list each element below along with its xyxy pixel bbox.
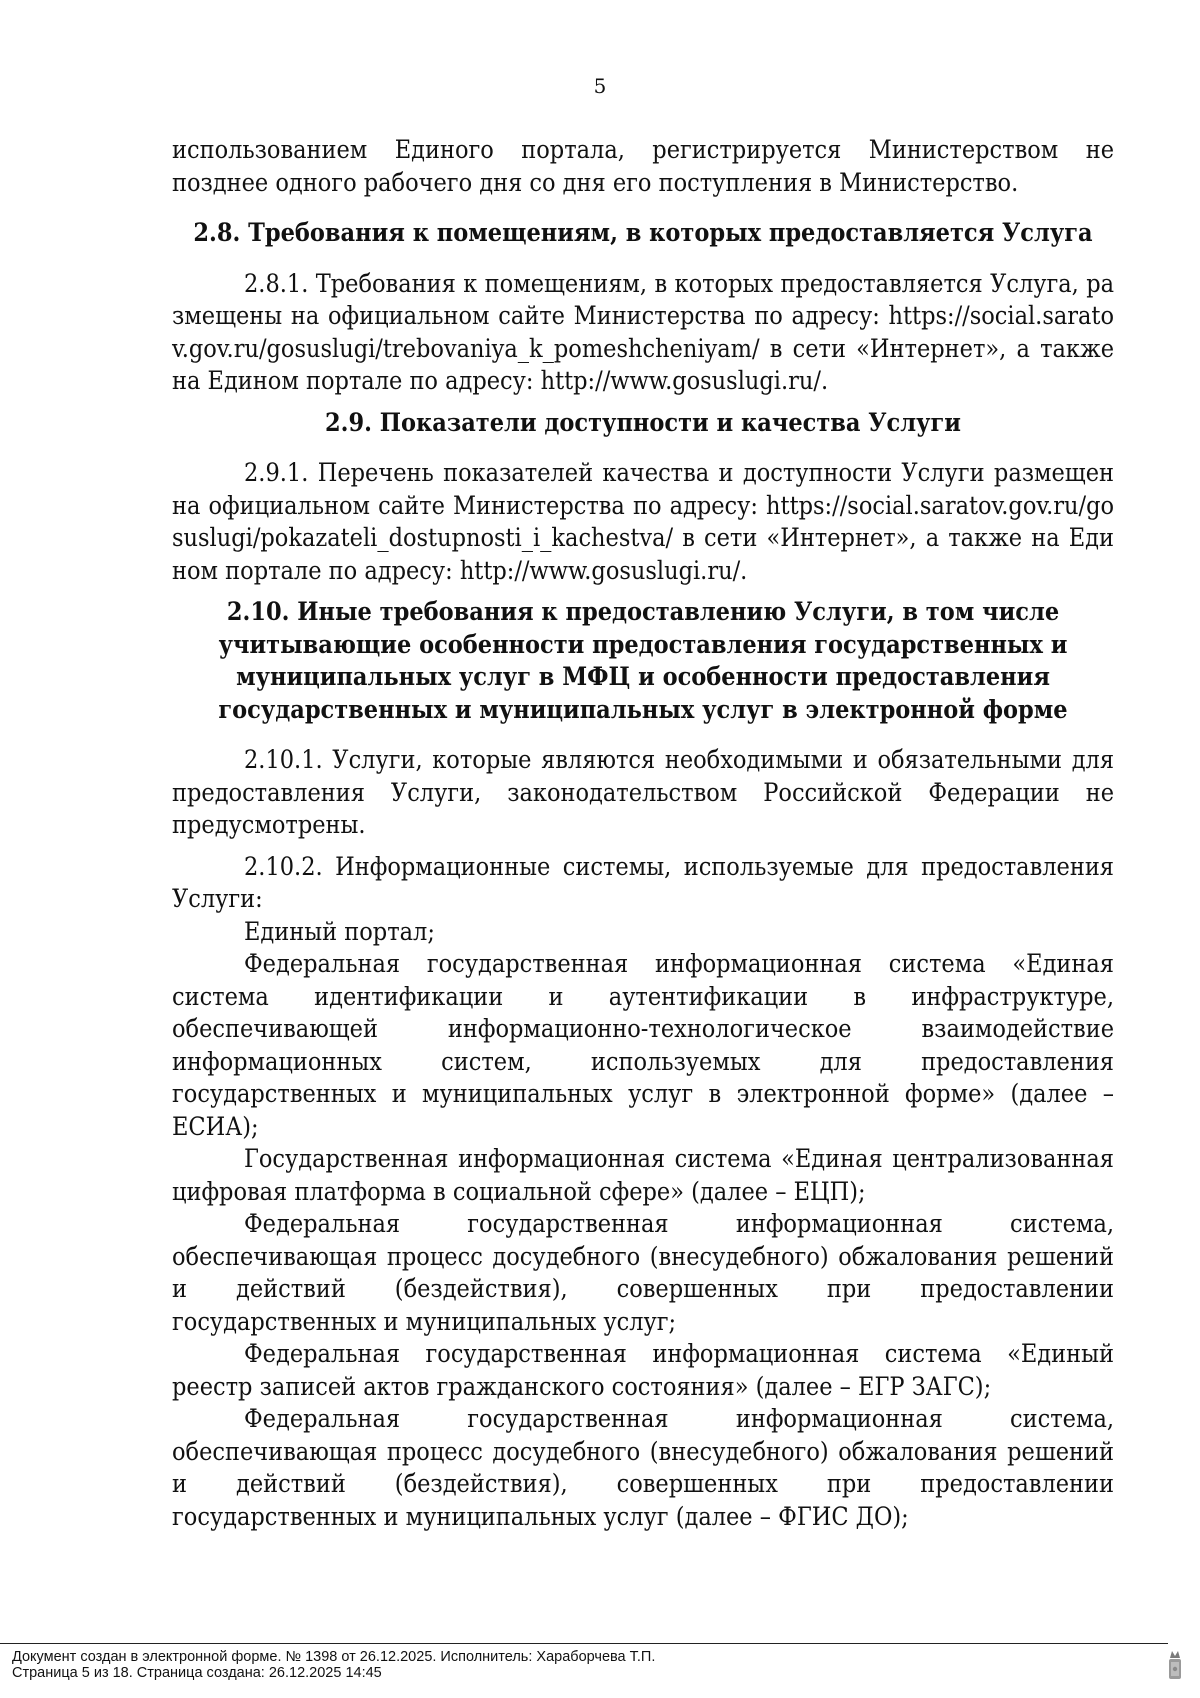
list-item-esia: Федеральная государственная информационная система «Единая система идентификации и аутентификации в инфраструктуре, обеспечивающей информационно-технологическое взаимодействие информационных систем, используемых для предоставления государственных и муниципальных услуг в электронной форме» (далее – ЕСИА); <box>172 949 1114 1141</box>
footer-page-info: Страница 5 из 18. Страница создана: 26.12.2025 14:45 <box>12 1665 382 1681</box>
section-heading-2-10 <box>172 596 1114 726</box>
list-item-fgis-do: Федеральная государственная информационная система, обеспечивающая процесс досудебного (внесудебного) обжалования решений и действий (бездействия), совершенных при предоставлении государственных и муниципальных услуг (далее – ФГИС ДО); <box>172 1404 1114 1531</box>
section-heading-2-10-line: учитывающие особенности предоставления государственных и <box>218 629 1068 659</box>
footer-document-info: Документ создан в электронной форме. № 1398 от 26.12.2025. Исполнитель: Хараборчева Т.П. <box>12 1649 656 1665</box>
list-item-appeal-system: Федеральная государственная информационная система, обеспечивающая процесс досудебного (внесудебного) обжалования решений и действий (бездействия), совершенных при предоставлении государственных и муниципальных услуг; <box>172 1209 1114 1336</box>
section-heading-2-10-line: государственных и муниципальных услуг в электронной форме <box>218 694 1068 724</box>
page-number: 5 <box>593 74 607 98</box>
footer <box>12 1649 655 1681</box>
section-heading-2-8: 2.8. Требования к помещениям, в которых предоставляется Услуга <box>193 218 1093 247</box>
paragraph-2-8-1: 2.8.1. Требования к помещениям, в которых предоставляется Услуга, размещены на официальном сайте Министерства по адресу: https://social.saratov.gov.ru/gosuslugi/trebovaniya_k_pomeshcheniyam/ в сети «Интернет», а также на Едином портале по адресу: http://www.gosuslugi.ru/. <box>172 268 1114 395</box>
intro-paragraph: использованием Единого портала, регистрируется Министерством не позднее одного рабочего дня со дня его поступления в Министерство. <box>172 135 1114 197</box>
paragraph-2-10-1: 2.10.1. Услуги, которые являются необходимыми и обязательными для предоставления Услуги, законодательством Российской Федерации не предусмотрены. <box>172 745 1114 839</box>
footer-divider <box>0 1643 1168 1644</box>
section-heading-2-10-line: муниципальных услуг в МФЦ и особенности предоставления <box>236 662 1050 691</box>
section-heading-2-10-line: 2.10. Иные требования к предоставлению Услуги, в том числе <box>226 597 1060 626</box>
paragraph-2-9-1: 2.9.1. Перечень показателей качества и доступности Услуги размещен на официальном сайте Министерства по адресу: https://social.saratov.gov.ru/gosuslugi/pokazateli_dostupnosti_i_kachestva/ в сети «Интернет», а также на Едином портале по адресу: http://www.gosuslugi.ru/. <box>172 458 1114 585</box>
coat-of-arms-icon <box>1166 1648 1184 1682</box>
paragraph-2-10-2: 2.10.2. Информационные системы, используемые для предоставления Услуги: <box>172 851 1114 913</box>
list-item-egr-zags: Федеральная государственная информационная система «Единый реестр записей актов гражданского состояния» (далее – ЕГР ЗАГС); <box>172 1339 1114 1401</box>
document-body <box>172 134 1114 1533</box>
list-item-unified-portal: Единый портал; <box>244 916 435 946</box>
section-heading-2-9: 2.9. Показатели доступности и качества Услуги <box>325 407 961 437</box>
list-item-ecp: Государственная информационная система «Единая централизованная цифровая платформа в социальной сфере» (далее – ЕЦП); <box>172 1144 1114 1206</box>
